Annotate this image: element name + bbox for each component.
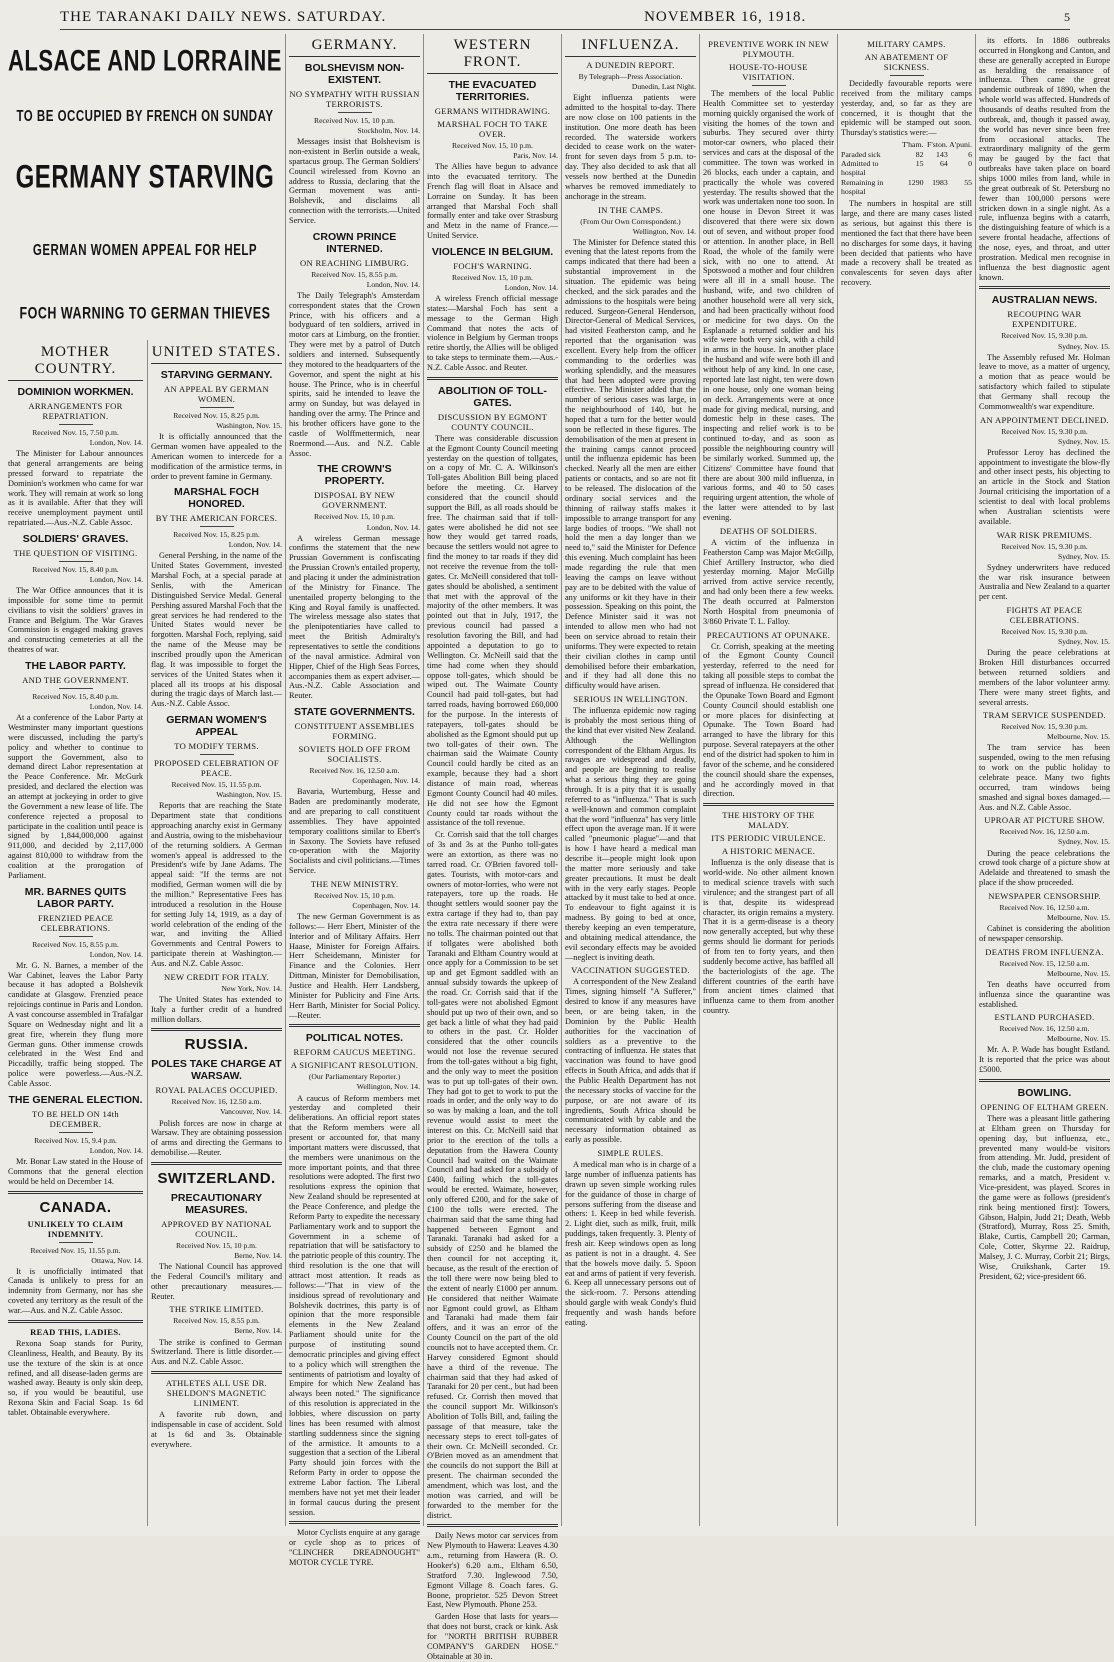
dateline: Received Nov. 15, 10 p.m. bbox=[452, 272, 533, 282]
article-body: Reports that are reaching the State Department state that conditions approaching anarchy exist in Germany and Austria, owing to the misbehaviour of the returning soldiers. A German women's appeal is addressed to the President's wife by Jane Adams. The appeal said: "If the terms are not modified, German women will die by the million." Representative Fees has introduced a resolution in the House for setting July 14, 1919, as a day of world celebration of the ending of the war, and inviting the Allied Governments and Central Powers to participate therein at Washington.—Aus. and N.Z. Cable Assoc. bbox=[151, 801, 282, 968]
section-title-political-notes: POLITICAL NOTES. bbox=[305, 1032, 404, 1045]
article-subhead: CONSTITUENT ASSEMBLIES FORMING. bbox=[294, 721, 415, 742]
divider bbox=[427, 1524, 558, 1527]
table-cell: 64 bbox=[939, 158, 948, 168]
article-subhead: A DUNEDIN REPORT. bbox=[586, 60, 675, 70]
column-mother-country bbox=[8, 343, 143, 1533]
column-rule bbox=[837, 34, 838, 1526]
article-subhead: THE QUESTION OF VISITING. bbox=[13, 547, 138, 558]
headline-alsace-lorraine: ALSACE AND LORRAINE bbox=[8, 43, 282, 78]
dateline-place: London, Nov. 14. bbox=[366, 279, 420, 289]
headline-german-women-appeal: GERMAN WOMEN APPEAL FOR HELP bbox=[32, 242, 258, 259]
table-cell: Paraded sick bbox=[841, 149, 881, 159]
dateline-place: Paris, Nov. 14. bbox=[513, 151, 558, 161]
article-body: A caucus of Reform members met yesterday and completed their deliberations. An official report states that the Reform members were all present or accounted for, that many important matters were discussed, that the members were unanimous on the more important points, and that three resolutions were adopted. The first two resolutions express the opinion that New Zealand should be represented at the Peace Conference, and pledge the Reform Party to expedite the necessary Parliamentary work and to support the Government in a scheme of repatriation that will be satisfactory to the patriotic people of this country. The third resolution is the one that will attract most attention. It reads as follows:—"That in view of the insidious spread of revolutionary and Bolshevik doctrines, this party is of opinion that the more responsible elements in the New Zealand Parliament should unite for the purpose of instituting sound democratic principles and giving effect to a policy which will strengthen the sentiments of patriotism and loyalty of Empire for which New Zealand has always been noted." The significance of this resolution is appreciated in the lobbies, where discussion on party lines has been resumed with almost startling suddenness since the signing of the armistice. It amounts to a suggestion that a section of the Liberal Party should join forces with the Reform Party in order to oppose the extreme Labor faction. The Liberal members have not yet met their leader in formal caucus during the present session. bbox=[289, 1093, 420, 1517]
dateline-place: London, Nov. 14. bbox=[89, 702, 143, 712]
section-title-canada: CANADA. bbox=[39, 1198, 112, 1216]
advertisement-body: Garden Hose that lasts for years—that does not burst, crack or kink. Ask for "NORTH BRITISH RUBBER COMPANY'S GARDEN HOSE." Obtainable at 30 in. bbox=[427, 1612, 558, 1661]
divider bbox=[59, 1242, 93, 1243]
article-body: There was a pleasant little gathering at Eltham green on Thursday for opening day, but influenza, etc., prevented many would-be visitors from attending. Mr. Judd, president of the club, made the customary opening remarks, and a match, President v. Vice-president, was played. Scores in the game were as follows (president's rink being mentioned first): Towers, Gibson, Halpin, Judd 21; Death, Webb (Stratford), Murray, Ross 25. Smith, Blake, Curtis, Campbell 20; Carman, Cole, Cotter, Skyrme 22. Raidrup, Malsey, J. C. Murray, Corbit 21; Birgs, Wise, Cruikshank, Carter 19. President, 62; vice-president 66. bbox=[979, 1114, 1110, 1281]
article-subhead: HOUSE-TO-HOUSE VISITATION. bbox=[729, 62, 808, 82]
dateline-place: Vancouver, Nov. 14. bbox=[220, 1107, 282, 1117]
article-head: THE EVACUATED TERRITORIES. bbox=[448, 79, 537, 103]
divider bbox=[200, 754, 234, 755]
dateline-place: London, Nov. 14. bbox=[89, 438, 143, 448]
article-head: BOLSHEVISM NON-EXISTENT. bbox=[304, 62, 405, 86]
table-cell: 82 bbox=[915, 149, 924, 159]
article-body: It is officially announced that the German women have appealed to the American women to intercede for a modification of the armistice terms, in order to prevent famine in Germany. bbox=[151, 432, 282, 481]
dateline-place: Washington, Nov. 15. bbox=[216, 421, 282, 431]
dateline: Received Nov. 15, 9.30 p.m. bbox=[1001, 426, 1088, 436]
section-title-mother-country: MOTHER COUNTRY. bbox=[8, 344, 143, 381]
article-subhead: ARRANGEMENTS FOR REPATRIATION. bbox=[28, 401, 123, 421]
dateline: Received Nov. 15, 8.40 p.m. bbox=[32, 692, 119, 702]
article-body: The tram service has been suspended, owing to the men refusing to work on the public holiday to celebrate peace. Many two fights occurred, tram windows being smashed and signal boxes damaged.—Aus. and N.Z. Cable Assoc. bbox=[979, 743, 1110, 812]
column-rule bbox=[975, 34, 976, 1526]
dateline-place: Wellington, Nov. 14. bbox=[356, 1082, 420, 1092]
article-body: Cr. Corrish said that the toll charges of 3s and 3s at the Punho toll-gates were an extortion, as there was no tarred road. Cr. O'Brien favored toll-gates. Tourists, with motor-cars and owners of motor-lorries, who were not ratepayers, tore up the roads. He thought settlers would sooner pay the extra cartage if they had to, than pay the extra rate necessary if there were no tolls. The chairman pointed out that if tollgates were abolished both Taranaki and Eltham Country would at once apply for a Commission to be set up and get Egmont saddled with an annual subsidy towards the upkeep of the road. Cr. Corrish said that if the toll-gates were not abolished Egmont should put up two of their own, and so get back a little of what they had paid to others in the past. Cr. Holder considered that the other councils would not lose the revenue secured from the toll-gates without a big fight, and the only way to meet the position was to put up toll-gates of their own. They had got to get to work to put the roads in order, and the only way to do so was by making a loan, and the toll revenue would assist to meet the interest on this. Cr. McNeill said that prior to the erection of the tolls a deputation from the Hawera County Council had waited on the Waimate Council and had asked for a subsidy of £400, failing which the toll-gates would be erected. Waimate, however, only offered £200, and for the sake of £100 the tolls were erected. The chairman said that the same thing had happened between Egmont and Taranaki. Taranaki had asked for a subsidy of £250 and he blamed the then council for not accepting it, because, as the result of the erection of the toll there were now being bled to the extent of nearly £1000 per annum. He considered that neither Waimate nor Egmont could growl, as Eltham and Taranaki had made them fair offers, and it was an error of the County Council on the part of the old councils not to have accepted them. Cr. Harvey considered Egmont should have a third of the revenue. The chairman said that they had asked of Taranaki for 20 per cent., but had been refused. Cr. Corrish then moved that the council support Mr. Wilkinson's Abolition of Tolls Bill, and, failing the passage of that measure, take the necessary steps to erect toll-gates of their own. Cr. McNeill seconded. Cr. O'Brien moved as an amendment that the councils do not support the Bill at present. The chairman seconded the amendment, which was lost, and the motion was carried, and will be forwarded to the member for the district. bbox=[427, 830, 558, 1520]
column-germany bbox=[289, 36, 420, 1568]
article-subhead: THE NEW MINISTRY. bbox=[310, 878, 399, 889]
article-subhead: DEATHS FROM INFLUENZA. bbox=[985, 946, 1104, 957]
article-body: A correspondent of the New Zealand Times, signing himself "A Sufferer," desired to know if any measures have been, or are being taken, in the Dominion by the Public Health authorities for the vaccination of soldiers as a preventive to the contracting of influenza. He states that vaccination was found to have good effects in South Africa, and adds that if the Public Health Department has not the necessary stocks of vaccine for the purpose, or are not aware of its ingredients, South Africa should be communicated with by cable and the necessary information obtained as early as possible. bbox=[565, 977, 696, 1145]
column-australian-news bbox=[979, 36, 1110, 1531]
dateline: Received Nov. 15, 10 p.m. bbox=[176, 1240, 257, 1250]
dateline-place: Melbourne, Nov. 15. bbox=[1047, 912, 1110, 922]
article-body: Mr. G. N. Barnes, a member of the War Cabinet, leaves the Labor Party because it has adopted a Bolshevik candidate at Glasgow. Frenzied peace rejoicings continue in Paris and London. A vast concourse assembled in Trafalgar Square on Wednesday night and lit a great fire, wherein they flung more German guns. Other immense crowds celebrated in the West End and Piccadilly, traffic being stopped. The police were powerless.—Aus.-N.Z. Cable Assoc. bbox=[8, 960, 143, 1089]
masthead bbox=[60, 6, 1070, 30]
table-header-cell: F'ston. bbox=[927, 140, 948, 150]
divider bbox=[59, 936, 93, 937]
article-body: The Allies have begun to advance into the evacuated territory. The French flag will float in Alsace and Lorraine on Sunday. It has been arranged that Marshal Foch shall formally enter and take over Strasburg and Metz in the name of France.—United Service. bbox=[427, 162, 558, 241]
divider bbox=[200, 526, 234, 527]
article-subhead: PRECAUTIONS AT OPUNAKE. bbox=[706, 629, 831, 640]
dateline: Received Nov. 15, 10 p.m. bbox=[452, 141, 533, 150]
banner-headlines bbox=[8, 40, 282, 340]
divider bbox=[427, 377, 558, 380]
dateline-place: Berne, Nov. 14. bbox=[234, 1250, 282, 1260]
table-cell: 1983 bbox=[932, 177, 948, 187]
dateline: Received Nov. 15, 11.55 p.m. bbox=[171, 780, 262, 790]
article-head: MR. BARNES QUITS LABOR PARTY. bbox=[24, 885, 127, 910]
column-rule bbox=[423, 34, 424, 1526]
dateline-place: Sydney, Nov. 15. bbox=[1058, 551, 1110, 561]
divider bbox=[979, 1079, 1110, 1082]
dateline-place: Melbourne, Nov. 15. bbox=[1047, 732, 1110, 742]
table-header-cell bbox=[841, 140, 899, 149]
divider bbox=[151, 1028, 282, 1031]
article-subhead: OPENING OF ELTHAM GREEN. bbox=[980, 1102, 1109, 1112]
article-head: MARSHAL FOCH HONORED. bbox=[174, 486, 259, 511]
article-head: VIOLENCE IN BELGIUM. bbox=[431, 245, 554, 258]
article-subhead: ROYAL PALACES OCCUPIED. bbox=[155, 1085, 278, 1096]
dateline-place: Copenhagen, Nov. 14. bbox=[352, 776, 420, 786]
dateline-place: Sydney, Nov. 15. bbox=[1058, 436, 1110, 446]
article-body: The members of the local Public Health Committee set to yesterday morning quickly organised the work of visiting the homes of the town and suburbs. They secured over thirty motor-car owners, who placed their services and cars at the disposal of the committee. The town was worked in 26 blocks, each under a captain, and practically the whole was covered yesterday. The results showed that the work was undertaken none too soon. In one house in Devon Street it was discovered that there were six down out of seven, and without proper food or attention. In another place, in Bell Road, the whole of the family were sick, with no one to attend. At Spotswood a mother and four children were all ill in a small house. The husband, wife, and two children of another household were all very sick, and had been practically without food or medicine for two days. On the Esplanade a returned soldier and his wife were both very sick, with a child in arms in the house. In another place the husband and wife were both ill and without help of any kind. In one case, reported late last night, ten were down in one house, only one woman being on deck. Arrangements were at once made for giving medical, nursing, and domestic help in these cases. The inspecting and relief work is to be continued to-day, and as soon as possible the neighbouring country will be similarly worked. Summed up, the Citizens' Committee have found that there are about 300 mild influenza, in various forms, and 40 to 50 cases requiring urgent attention, the whole of the latter were attended to by last evening. bbox=[703, 89, 834, 522]
article-subhead: NEW CREDIT FOR ITALY. bbox=[163, 971, 269, 982]
table-cell: 1290 bbox=[907, 177, 924, 187]
divider bbox=[59, 561, 93, 562]
article-body: The Daily Telegraph's Amsterdam correspondent states that the Crown Prince, with his officers and a bodyguard of ten soldiers, arrived in motor cars at Limburg, on the frontier. They were met by a patrol of Dutch soldiers and interned. Subsequently they motored to the headquarters of the Governor, and spent the night at his house. The Prince, who is in cheerful spirits, said he intended to leave the army on Sunday, but was delayed in handing over the army. The Prince and his brother officers have gone to the castle of Wolffmettermich, near Roermond.—Aus. and N.Z. Cable Assoc. bbox=[289, 290, 420, 458]
article-body: The new German Government is as follows:— Herr Ebert, Minister of the Interior and of Military Affairs. Herr Haase, Minister for Foreign Affairs. Herr Scheidemann, Minister for Finance and the Colonies. Herr Dittman, Minister for Demobilisation, Justice and Health. Herr Landsberg, Minister for Publicity and Fine Arts. Herr Barth, Minister for Social Policy.—Reuter. bbox=[289, 912, 420, 1020]
article-head: GERMAN WOMEN'S APPEAL bbox=[166, 714, 267, 739]
article-subhead: REFORM CAUCUS MEETING. bbox=[293, 1047, 416, 1058]
divider bbox=[59, 424, 93, 425]
column-military-camps bbox=[841, 36, 972, 1531]
advertisement-body: Daily News motor car services from New Plymouth to Hawera: Leaves 4.30 a.m., returning from Hawera (R. O. Hooker's) 6.20 a.m., Eltham 6.50, Stratford 7.30. Inglewood 7.50, Egmont Village 8. Coach fares. G. Boone, proprietor. 525 Devon Street East, New Plymouth. Phone 253. bbox=[427, 1531, 558, 1610]
article-subhead: NO SYMPATHY WITH RUSSIAN TERRORISTS. bbox=[289, 89, 420, 109]
article-body: Professor Leroy has declined the appointment to investigate the blow-fly and other insect pests, his objecting to an article in the Stock and Station Journal criticising the importation of a scientist to deal with local problems when Australian scientists were available. bbox=[979, 447, 1110, 526]
divider bbox=[59, 688, 93, 689]
article-subhead: SOVIETS HOLD OFF FROM SOCIALISTS. bbox=[298, 744, 411, 765]
dateline: Received Nov. 15, 10 p.m. bbox=[314, 890, 395, 900]
dateline: Received Nov. 15, 9.30 p.m. bbox=[1001, 627, 1088, 637]
article-subhead: ON REACHING LIMBURG. bbox=[300, 257, 409, 268]
article-subhead: DISCUSSION BY EGMONT COUNTY COUNCIL. bbox=[437, 411, 548, 432]
dateline: Received Nov. 16, 12.50 a.m. bbox=[999, 827, 1090, 837]
article-head: THE CROWN'S PROPERTY. bbox=[317, 463, 392, 488]
article-subhead: THE STRIKE LIMITED. bbox=[169, 1304, 264, 1315]
article-subhead: PROPOSED CELEBRATION OF PEACE. bbox=[154, 758, 279, 779]
dateline-place: London, Nov. 14. bbox=[366, 522, 420, 532]
article-head: THE GENERAL ELECTION. bbox=[8, 1093, 143, 1106]
divider bbox=[151, 1371, 282, 1374]
article-head: POLES TAKE CHARGE AT WARSAW. bbox=[151, 1058, 282, 1083]
article-head: SOLDIERS' GRAVES. bbox=[22, 532, 129, 545]
dateline: Received Nov. 16, 12.50 a.m. bbox=[999, 902, 1090, 912]
article-head: THE HISTORY OF THE MALADY. bbox=[722, 810, 815, 831]
dateline-place: Sydney, Nov. 15. bbox=[1058, 637, 1110, 647]
article-body: The National Council has approved the Federal Council's military and other precautionary measures.—Reuter. bbox=[151, 1262, 282, 1301]
page-number: 5 bbox=[1063, 10, 1070, 24]
article-head: STARVING GERMANY. bbox=[160, 369, 273, 381]
dateline-place: London, Nov. 14. bbox=[228, 540, 282, 550]
article-subhead: AN ABATEMENT OF SICKNESS. bbox=[864, 52, 949, 72]
dateline: Received Nov. 15, 9.30 p.m. bbox=[1001, 331, 1088, 341]
divider bbox=[8, 1191, 143, 1194]
headline-occupied-by-french: TO BE OCCUPIED BY FRENCH ON SUNDAY bbox=[16, 108, 274, 125]
dateline-place: Stockholm, Nov. 14. bbox=[357, 126, 420, 136]
article-subhead: GERMANS WITHDRAWING. bbox=[434, 106, 551, 116]
table-cell: Remaining in hospital bbox=[841, 177, 884, 196]
table-header-cell: A'puni. bbox=[949, 140, 973, 150]
article-subhead: WAR RISK PREMIUMS. bbox=[996, 529, 1093, 540]
table-cell: Admitted to hospital bbox=[841, 158, 879, 178]
dateline-place: Melbourne, Nov. 15. bbox=[1047, 968, 1110, 978]
article-body: The Minister for Labour announces that general arrangements are being pressed forward to repatriate the Dominion's workmen who came for war work. They will remain at work so long as it is available. After that they will receive unemployment payment until repatriated.—Aus.-N.Z. Cable Assoc. bbox=[8, 449, 143, 528]
article-subhead: FOCH'S WARNING. bbox=[453, 260, 532, 271]
article-body: Cr. Corrish, speaking at the meeting of the Egmont County Council yesterday, referred to the need for taking all possible steps to combat the spread of influenza. He considered that the Opunake Town Board and Egmont County Council should establish one or more places for disinfecting at Opunake. The Town Board had arranged to have the library for this purpose. Several ratepayers at the other end of the district had spoken to him in favor of the scheme, and he considered the council should share the expenses, and he accordingly moved in that direction. bbox=[703, 641, 834, 799]
article-body: its efforts. In 1886 outbreaks occurred in Hongkong and Canton, and these are generally accepted in Europe as heralding the renaissance of influenza. Then came the great pandemic outbreak of 1890, when the whole world was affected. Hundreds of thousands of deaths resulted from the outbreak, and, though it passed away, the world has never since been free from occasional attacks. The extraordinary malignity of the germ may be gauged by the fact that outbreaks have taken place on board ships 1000 miles from land, while in the great outbreak of St. Petersburg no fewer than 100,000 persons were stricken down in a single night. As a rule, influenza begins with a catarrh, the distinguishing feature of which is a severe frontal headache, affections of the nose, eyes, and throat, and utter prostration. Medical men recognise in influenza the best diagnostic agent known. bbox=[979, 36, 1110, 282]
article-body: Bavaria, Wurtemburg, Hesse and Baden are predominantly moderate, and are preparing to call constituent assemblies. They have appointed temporary coalitions similar to Ebert's in Saxony. The Soviets have refused co-operation with the Majority Socialists and civil politicians.—Times Service. bbox=[289, 787, 420, 876]
dateline-place: London, Nov. 14. bbox=[89, 949, 143, 959]
advertisement-head: READ THIS, LADIES. bbox=[30, 1326, 121, 1337]
divider bbox=[890, 75, 924, 76]
column-rule bbox=[147, 340, 148, 1526]
article-body: A medical man who is in charge of a large number of influenza patients has drawn up seven simple working rules for the guidance of those in charge of persons suffering from the disease and others: 1. Keep in bed while feverish. 2. Light diet, such as milk, fruit, milk puddings, taken frequently. 3. Plenty of fresh air. Keep windows open as long as patient is not in a draught. 4. See that the bowels move daily. 5. Spoon eat and arms of patient if very feverish. 6. Keep all unnecessary persons out of the sick-room. 7. Persons attending should gargle with weak Condy's fluid frequently and wash hands before eating. bbox=[565, 1160, 696, 1327]
article-body: During the peace celebrations at Broken Hill disturbances occurred between returned soldiers and members of the labor volunteer army. There were many street fights, and several arrests. bbox=[979, 648, 1110, 707]
article-subhead: TRAM SERVICE SUSPENDED. bbox=[983, 710, 1106, 721]
article-head: STATE GOVERNMENTS. bbox=[294, 706, 415, 719]
article-subhead: FIGHTS AT PEACE CELEBRATIONS. bbox=[1006, 605, 1083, 626]
divider bbox=[289, 1521, 420, 1524]
dateline-place: Copenhagen, Nov. 14. bbox=[352, 900, 420, 910]
article-subhead: IN THE CAMPS. bbox=[597, 204, 664, 215]
table-cell: 143 bbox=[936, 149, 948, 159]
article-body: Mr. Bonar Law stated in the House of Commons that the general election would be held on December 14. bbox=[8, 1156, 143, 1186]
dateline-place: London, Nov. 14. bbox=[504, 282, 558, 292]
column-western-front bbox=[427, 36, 558, 1661]
dateline-place: Berne, Nov. 14. bbox=[234, 1326, 282, 1336]
article-body: The United States has extended to Italy a further credit of a hundred million dollars. bbox=[151, 994, 282, 1024]
column-preventive-work bbox=[703, 36, 834, 1531]
divider bbox=[200, 407, 234, 408]
column-rule bbox=[699, 34, 700, 1526]
article-subhead: ESTLAND PURCHASED. bbox=[994, 1012, 1095, 1023]
dateline: Received Nov. 16, 12.50 a.m. bbox=[309, 766, 400, 776]
article-subhead: NEWSPAPER CENSORSHIP. bbox=[988, 890, 1101, 901]
table-row bbox=[841, 150, 972, 159]
advertisement-head: ATHLETES ALL USE DR. SHELDON'S MAGNETIC LINIMENT. bbox=[165, 1378, 268, 1409]
dateline: (Our Parliamentary Reporter.) bbox=[308, 1072, 401, 1082]
article-subhead: AN APPOINTMENT DECLINED. bbox=[979, 414, 1110, 425]
dateline: Received Nov. 16, 12.50 a.m. bbox=[999, 1024, 1090, 1034]
article-subhead: A SIGNIFICANT RESOLUTION. bbox=[290, 1060, 419, 1071]
dateline: Received Nov. 15, 8.25 p.m. bbox=[173, 530, 260, 540]
article-subhead: FRENZIED PEACE CELEBRATIONS. bbox=[37, 912, 114, 933]
dateline-place: New York, Nov. 14. bbox=[221, 983, 282, 993]
article-subhead: A HISTORIC MENACE. bbox=[721, 846, 816, 857]
article-body: Ten deaths have occurred from influenza since the quarantine was established. bbox=[979, 979, 1110, 1009]
dateline-place: Dunedin, Last Night. bbox=[631, 82, 696, 92]
section-title-influenza: INFLUENZA. bbox=[565, 37, 696, 57]
divider bbox=[752, 85, 786, 86]
column-rule bbox=[285, 34, 286, 1526]
dateline: Received Nov. 15, 9.30 p.m. bbox=[1001, 541, 1088, 551]
section-title-australian-news: AUSTRALIAN NEWS. bbox=[991, 294, 1098, 307]
article-head: THE LABOR PARTY. bbox=[25, 660, 126, 673]
article-subhead: TO BE HELD ON 14th DECEMBER. bbox=[32, 1108, 119, 1129]
article-body: A wireless French official message states:—Marshal Foch has sent a message to the German High Command that notes the acts of violence in Belgium by German troops retire shortly, the Allies will be obliged to take steps to terminate them.—Aus.-N.Z. Cable Assoc. and Reuter. bbox=[427, 294, 558, 373]
table-header-cell: T'ham. bbox=[901, 140, 924, 150]
column-rule bbox=[561, 34, 562, 1526]
dateline: Received Nov. 16, 12.50 a.m. bbox=[171, 1097, 262, 1107]
article-body: The Minister for Defence stated this evening that the latest reports from the camps indicated that there had been a substantial improvement in the situation. The epidemic was being checked, and the sick parades and the admissions to the hospitals were being reduced. Surgeon-General Henderson, Director-General of Medical Services, had visited Featherston camp, and he reported that the organisation was excellent. Every help from the officer commanding to the orderlies was working splendidly, and the measures that had been adopted were proving effective. The Minister added that the number of serious cases was large, in the neighbourhood of 140, but he hoped that a turn for the better would soon be reflected in these figures. The demobilisation of the men at present in the training camps cannot proceed until the influenza epidemic has been checked. Nearly all the men are either patients or contacts, and so are not fit to be released. The dislocation of the ordinary social services and the thinning of railway staffs makes it impossible to arrange transport for any large bodies of troops. "We shall not hold the men a day longer than we need to," said the Minister for Defence this evening. Much complaint has been made regarding the rule that men leaving the camps on leave without pay are to be debited with the value of any uniforms or kit they have in their possession. Speaking on this point, the Defence Minister said it was not intended to allow men who had not been on service abroad to retain their uniforms. They were expected to retain their civilian clothes in camp until demobilised before their embarkation, and if they had all done this no difficulty would have arisen. bbox=[565, 237, 696, 691]
section-title-germany: GERMANY. bbox=[289, 37, 420, 57]
divider bbox=[338, 112, 372, 113]
article-subhead: UPROAR AT PICTURE SHOW. bbox=[984, 815, 1105, 826]
column-influenza bbox=[565, 36, 696, 1531]
article-body: Influenza is the only disease that is world-wide. No other ailment known to medical science travels with such virulence; and the strangest part of all is that, despite its widespread character, its origin remains a mystery. That it is a germ-disease is a theory now generally accepted, but why these germs should lie dormant for periods of from ten to forty years, and then suddenly become active, has baffled all the bacteriologists of the age. The different countries of the earth have from ancient times claimed that influenza came to them from another country. bbox=[703, 858, 834, 1016]
article-subhead: DEATHS OF SOLDIERS. bbox=[719, 525, 818, 536]
article-head: PREVENTIVE WORK IN NEW PLYMOUTH. bbox=[708, 39, 829, 59]
article-body: Eight influenza patients were admitted to the hospital to-day. There are now close on 100 patients in the institution. One more death has been recorded. The waterside workers decided to cease work on the water-front for seven days from 5 p.m. to-day. They also decided to ask that all vessels now berthed at the Dunedin wharves be removed immediately to anchorage in the stream. bbox=[565, 93, 696, 201]
article-body: At a conference of the Labor Party at Westminster many important questions were discussed, including the party's policy and whether to continue to support the Government, also to demand direct Labor representation at the Peace Conference. Mr. McGurk presided, and declared the election was an attempt at jockeying in order to give the Government a new lease of life. The conference rejected a proposal to participate in the coalition until peace is signed by 1,844,000,000 against 911,000, and decided by 2,117,000 against 810,000 to withdraw from the coalition at the prorogation of Parliament. bbox=[8, 713, 143, 880]
article-body: The influenza epidemic now raging is probably the most serious thing of the kind that ever visited New Zealand. Although the Wellington correspondent of the Eltham Argus. Its ravages are widespread and deadly, and people are beginning to realise what a serious thing they are going through. It is a pity that it is usually referred to as "influenza." That is such a well-known and common complaint that the word "influenza" has very little effect upon the average man. If it were called "pneumonic plague"—and that is how I have heard a medical man describe it—people might look upon the matter more seriously and take greater precautions. It must be dealt with in the very early stages. People attacked by it must take to bed at once. To endeavour to fight against it is madness. By going to bed at once, thereby keeping an even temperature, and obtaining medical attendance, the evil secondary effects may be avoided—neglect is inviting death. bbox=[565, 706, 696, 962]
masthead-paper-name: THE TARANAKI DAILY NEWS. SATURDAY. bbox=[60, 9, 387, 25]
table-header-row bbox=[841, 140, 972, 149]
article-head: DOMINION WORKMEN. bbox=[17, 386, 134, 398]
article-subhead: TO MODIFY TERMS. bbox=[174, 741, 259, 752]
article-body: The strike is confined to German Switzerland. There is little disorder.—Aus. and N.Z. Cable Assoc. bbox=[151, 1337, 282, 1367]
divider bbox=[151, 1162, 282, 1165]
article-body: Mr. A. P. Wade has bought Estland. It is reported that the price was about £5000. bbox=[979, 1045, 1110, 1075]
column-united-states bbox=[151, 343, 282, 1533]
dateline: Received Nov. 15, 12.50 a.m. bbox=[999, 958, 1090, 968]
article-subhead: RECOUPING WAR EXPENDITURE. bbox=[1007, 309, 1082, 330]
dateline-place: Wellington, Nov. 14. bbox=[632, 226, 696, 236]
article-body: A victim of the influenza in Featherston Camp was Major McGillp, Chief Artillery Instructor, who died yesterday morning. Major McGillp arrived from active service recently, and had only been there a few weeks. The death occurred at Palmerston North Hospital from pneumonia of 3/860 Private T. L. Falloy. bbox=[703, 537, 834, 626]
table-cell: 15 bbox=[915, 158, 924, 168]
divider bbox=[8, 1320, 143, 1323]
article-body: During the peace celebrations the crowd took charge of a picture show at Adelaide and threatened to smash the place if the show proceeded. bbox=[979, 848, 1110, 888]
advertisement-body: Rexona Soap stands for Purity, Cleanliness, Health, and Beauty. By its use the texture of the skin is at once refined, and all disease-laden germs are washed away. Beauty is only skin deep, so, if you would be beautiful, use Rexona Skin and Facial Soap. 1s 6d tablet. Obtainable everywhere. bbox=[8, 1338, 143, 1417]
dateline: Received Nov. 15, 8.55 p.m. bbox=[32, 939, 119, 949]
dateline: Received Nov. 15, 8.55 p.m. bbox=[311, 269, 398, 279]
dateline-place: Sydney, Nov. 15. bbox=[1058, 341, 1110, 351]
article-body: Cabinet is considering the abolition of newspaper censorship. bbox=[979, 924, 1110, 943]
article-head: PRECAUTIONARY MEASURES. bbox=[170, 1191, 263, 1216]
section-title-western-front: WESTERN FRONT. bbox=[427, 37, 558, 74]
table-cell: 55 bbox=[964, 177, 973, 187]
article-subhead: SERIOUS IN WELLINGTON. bbox=[573, 694, 688, 705]
article-head: MILITARY CAMPS. bbox=[867, 39, 946, 49]
table-cell: 6 bbox=[968, 149, 973, 159]
article-subhead: AN APPEAL BY GERMAN WOMEN. bbox=[163, 384, 270, 404]
table-row bbox=[841, 159, 972, 178]
article-body: The Assembly refused Mr. Holman leave to move, as a matter of urgency, a motion that as peace would be satisfactory which failed to stipulate that Germany shall recoup the Commonwealth's war expenditure. bbox=[979, 352, 1110, 411]
article-subhead: VACCINATION SUGGESTED. bbox=[571, 965, 690, 976]
dateline: Received Nov. 15, 11.55 p.m. bbox=[30, 1245, 121, 1255]
dateline: Received Nov. 15, 9.4 p.m. bbox=[34, 1135, 117, 1145]
article-body: General Pershing, in the name of the United States Government, invested Marshal Foch, at a special parade at Senlis, with the American Distinguished Service Medal. General Pershing assured Marshal Foch that the great services he had rendered to the United States would never be forgotten. Marshal Foch, replying, said the name of the Meuse may be inscribed proudly upon the American flag. It was impossible to forget the services of the United States when it placed all its troops at his disposal during the tragic days of March last.—Aus.-N.Z. Cable Assoc. bbox=[151, 551, 282, 709]
article-subhead: UNLIKELY TO CLAIM INDEMNITY. bbox=[27, 1218, 124, 1239]
headline-foch-warning: FOCH WARNING TO GERMAN THIEVES bbox=[19, 303, 271, 323]
camp-statistics-table bbox=[841, 140, 972, 196]
article-body: A wireless German message confirms the statement that the new Prussian Government is confiscating the Prussian Crown's entailed property, and placing it under the administration of the Ministry for Finance. The unentailed property belonging to the King and Royal family is unaffected. The wireless message also states that the plenipotentiaries have called to meet the British Admiralty's representatives to settle the conditions of the naval armistice. Admiral von Hipper, Chief of the High Seas Forces, accompanies them as expert adviser.—Aus.-N.Z. Cable Association and Reuter. bbox=[289, 533, 420, 701]
dateline-place: Ottawa, Nov. 14. bbox=[91, 1255, 143, 1265]
article-body: It is unofficially intimated that Canada is unlikely to press for an indemnity from Germany, nor has she coveted any territory as the result of the war.—Aus. and N.Z. Cable Assoc. bbox=[8, 1266, 143, 1316]
article-head: CROWN PRINCE INTERNED. bbox=[312, 230, 397, 255]
article-subhead: MARSHAL FOCH TO TAKE OVER. bbox=[437, 119, 548, 139]
divider bbox=[979, 286, 1110, 289]
advertisement-body: Motor Cyclists enquire at any garage or cycle shop as to prices of "CLINCHER DREADNOUGHT" MOTOR CYCLE TYRE. bbox=[289, 1528, 420, 1568]
article-body: Polish forces are now in charge at Warsaw. They are obtaining possession of arms and directing the Germans to demobilise.—Reuter. bbox=[151, 1118, 282, 1158]
section-title-russia: RUSSIA. bbox=[184, 1036, 249, 1054]
article-subhead: APPROVED BY NATIONAL COUNCIL. bbox=[161, 1218, 272, 1239]
article-subhead: DISPOSAL BY NEW GOVERNMENT. bbox=[314, 490, 395, 511]
article-subhead: SIMPLE RULES. bbox=[597, 1148, 664, 1159]
article-body: The War Office announces that it is impossible for some time to permit civilians to visit the soldiers' graves in France and Belgium. The War Graves Commission is engaged making graves and constructing cemeteries at all the theatres of war. bbox=[8, 586, 143, 655]
dateline: Received Nov. 15, 8.55 p.m. bbox=[173, 1316, 260, 1326]
dateline: By Telegraph—Press Association. bbox=[578, 72, 683, 81]
dateline-place: Sydney, Nov. 15. bbox=[1058, 837, 1110, 847]
dateline: Received Nov. 15, 8.40 p.m. bbox=[32, 564, 119, 574]
dateline: Received Nov. 15, 10 p.m. bbox=[314, 116, 395, 125]
divider bbox=[289, 1024, 420, 1027]
dateline-place: London, Nov. 14. bbox=[89, 1145, 143, 1155]
table-cell: 0 bbox=[968, 158, 973, 168]
dateline: Received Nov. 15, 7.50 p.m. bbox=[32, 428, 119, 437]
masthead-date: NOVEMBER 16, 1918. bbox=[644, 9, 807, 25]
divider bbox=[703, 803, 834, 806]
dateline-place: Melbourne, Nov. 15. bbox=[1047, 1034, 1110, 1044]
article-body: Messages insist that Bolshevism is non-existent in Berlin outside a weak, spartacus group. The German Soldiers' Council wirelessed from Kovno an address to Russia, declaring that the German movement was anti-Bolshevik, and disclaims all connection with the terrorists.—United Service. bbox=[289, 137, 420, 225]
dateline: Received Nov. 15, 10 p.m. bbox=[314, 512, 395, 522]
article-body: The numbers in hospital are still large, and there are many cases listed as serious, but against this there is mentioned the fact that there have been no discharges for some days, it having been decided that patients who have made a recovery shall be treated as convalescents for seven days after recovery. bbox=[841, 199, 972, 288]
table-row bbox=[841, 178, 972, 197]
section-title-switzerland: SWITZERLAND. bbox=[157, 1169, 276, 1187]
dateline-place: London, Nov. 14. bbox=[89, 574, 143, 584]
dateline: Received Nov. 15, 9.30 p.m. bbox=[1001, 722, 1088, 732]
section-title-bowling: BOWLING. bbox=[1017, 1087, 1072, 1099]
article-body: Sydney underwriters have reduced the war risk insurance between Australia and New Zealand to a quarter per cent. bbox=[979, 562, 1110, 602]
article-subhead: ITS PERIODIC VIRULENCE. bbox=[711, 833, 826, 844]
article-head: ABOLITION OF TOLL-GATES. bbox=[438, 384, 547, 409]
advertisement-body: A favorite rub down, and indispensable in case of accident. Sold at 1s 6d and 3s. Obtainable everywhere. bbox=[151, 1410, 282, 1449]
section-title-united-states: UNITED STATES. bbox=[151, 344, 282, 364]
divider bbox=[59, 1132, 93, 1133]
article-subhead: BY THE AMERICAN FORCES. bbox=[155, 513, 278, 524]
article-subhead: AND THE GOVERNMENT. bbox=[22, 675, 129, 686]
dateline: (From Our Own Correspondent.) bbox=[580, 216, 681, 226]
article-body: Decidedly favourable reports were received from the military camps yesterday, and, so far as they are concerned, it is thought that the epidemic will be stamped out soon. Thursday's statistics were:— bbox=[841, 79, 972, 138]
headline-germany-starving: GERMANY STARVING bbox=[15, 158, 275, 196]
article-body: There was considerable discussion at the Egmont County Council meeting yesterday on the question of tollgates, on a copy of Mr. C. A. Wilkinson's Toll-gates Abolition Bill being placed before the meeting. Cr. Harvey considered that the council should support the Bill, as all roads should be free. The chairman said that if toll-gates were abolished he did not see how they would get tarred roads, because the settlers would not agree to find the money to tar roads if they did not receive the revenue from the toll-gates. Cr. McNeill considered that toll-gates should be abolished, a sentiment that met with the approval of the majority of the other members. It was pointed out that in July, 1917, the previous council had passed a resolution favoring the Bill, and had appointed a deputation to go to Wellington. Cr. McNeill said that the time had come when they should oppose toll-gates, which should be wiped out. The Waimate County Council had paid toll-gates, but had tarred roads, having borrowed £60,000 for the purpose. In the interests of ratepayers, toll-gates should be abolished as the Egmont should put up two toll-gates of their own. The chairman said the Waimate County Council could hardly be cited as an example, because they had a short distance of main road, whereas Egmont County Council had 40 miles. He did not see how the Egmont County could tar roads without the assistance of the toll revenue. bbox=[427, 433, 558, 828]
dateline-place: Washington, Nov. 15. bbox=[216, 790, 282, 800]
dateline: Received Nov. 15, 8.25 p.m. bbox=[173, 411, 260, 420]
